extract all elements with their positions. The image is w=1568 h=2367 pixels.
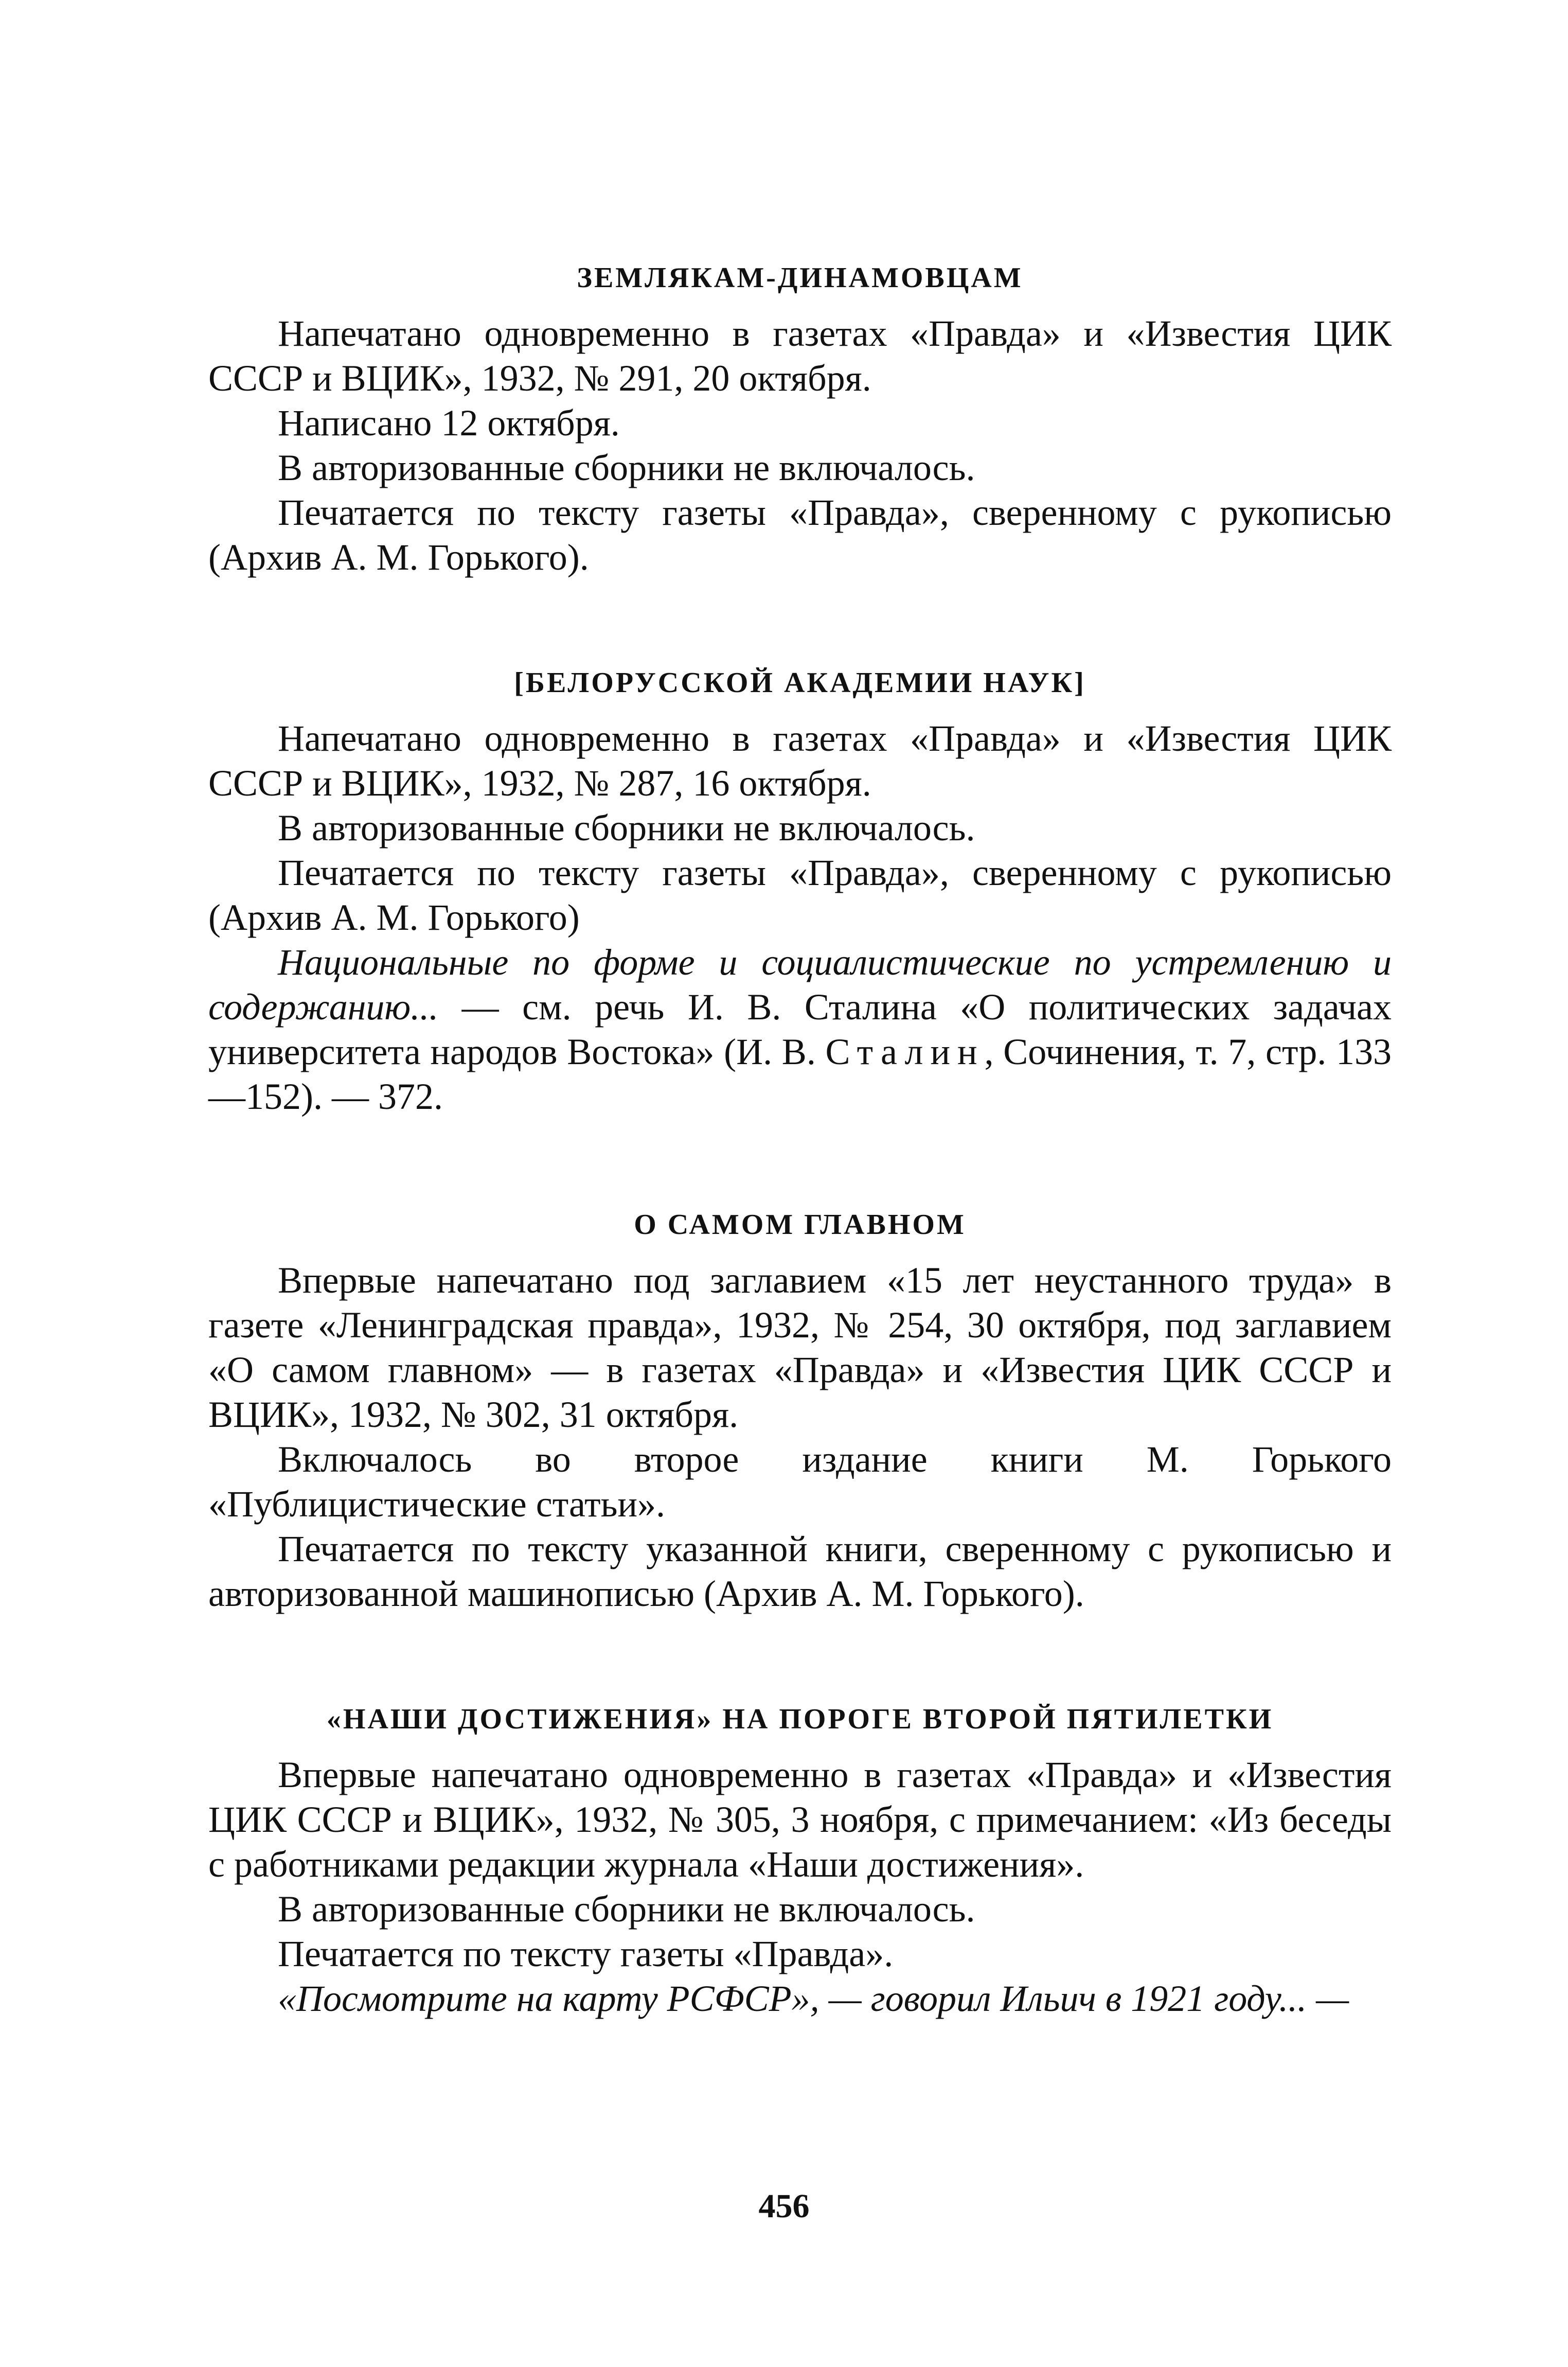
- paragraph: В авторизованные сборники не включалось.: [278, 1888, 975, 1930]
- section-zemlyakam-dinamovtsam: [208, 257, 1392, 580]
- paragraph: Печатается по тексту газеты «Правда», сверенному с рукописью (Архив А. М. Горького).: [208, 492, 1392, 578]
- section-o-samom-glavnom: [208, 1204, 1392, 1616]
- section-nashi-dostizheniya: [208, 1699, 1392, 2021]
- text-column: [208, 257, 1392, 2021]
- section-belorusskoy-akademii-nauk: [208, 662, 1392, 1119]
- paragraph: В авторизованные сборники не включалось.: [278, 807, 975, 849]
- section-heading: ЗЕМЛЯКАМ-ДИНАМОВЦАМ: [577, 262, 1023, 294]
- paragraph: Включалось во второе издание книги М. Горького «Публицистические статьи».: [208, 1439, 1392, 1525]
- paragraph: Печатается по тексту указанной книги, сверенному с рукописью и авторизованной машинописью (Архив А. М. Горького).: [208, 1528, 1392, 1614]
- section-heading: «НАШИ ДОСТИЖЕНИЯ» НА ПОРОГЕ ВТОРОЙ ПЯТИЛЕТКИ: [326, 1703, 1274, 1735]
- page-number: 456: [758, 2187, 810, 2225]
- quoted-phrase: Национальные по форме и социалистические по устремлению и содержанию...: [208, 942, 1392, 1028]
- section-heading: О САМОМ ГЛАВНОМ: [634, 1209, 966, 1241]
- paragraph: Печатается по тексту газеты «Правда», сверенному с рукописью (Архив А. М. Горького): [208, 852, 1392, 938]
- note-text: , Сочинения, т. 7, стр. 133—152). — 372.: [208, 1031, 1392, 1117]
- paragraph: Напечатано одновременно в газетах «Правда» и «Известия ЦИК СССР и ВЦИК», 1932, № 287, 16 октября.: [208, 718, 1392, 804]
- commentary-note: [208, 940, 1392, 1119]
- author-name-spaced: Сталин: [825, 1031, 985, 1072]
- paragraph: Печатается по тексту газеты «Правда».: [278, 1933, 894, 1974]
- note-text: — см. речь И. В. Сталина «О политических задачах университета народов Востока» (И. В.: [208, 986, 1392, 1072]
- section-heading: [БЕЛОРУССКОЙ АКАДЕМИИ НАУК]: [514, 667, 1086, 699]
- commentary-note: «Посмотрите на карту РСФСР», — говорил Ильич в 1921 году... —: [278, 1978, 1349, 2019]
- paragraph: В авторизованные сборники не включалось.: [278, 447, 975, 488]
- paragraph: Написано 12 октября.: [278, 402, 620, 444]
- paragraph: Впервые напечатано под заглавием «15 лет неустанного труда» в газете «Ленинградская правда», 1932, № 254, 30 октября, под заглавием «О самом главном» — в газетах «Правда» и «Известия ЦИК СССР и ВЦИК», 1932, № 302, 31 октября.: [208, 1260, 1392, 1435]
- paragraph: Напечатано одновременно в газетах «Правда» и «Известия ЦИК СССР и ВЦИК», 1932, № 291, 20 октября.: [208, 313, 1392, 399]
- paragraph: Впервые напечатано одновременно в газетах «Правда» и «Известия ЦИК СССР и ВЦИК», 1932, № 305, 3 ноября, с примечанием: «Из беседы с работниками редакции журнала «Наши достижения».: [208, 1754, 1392, 1885]
